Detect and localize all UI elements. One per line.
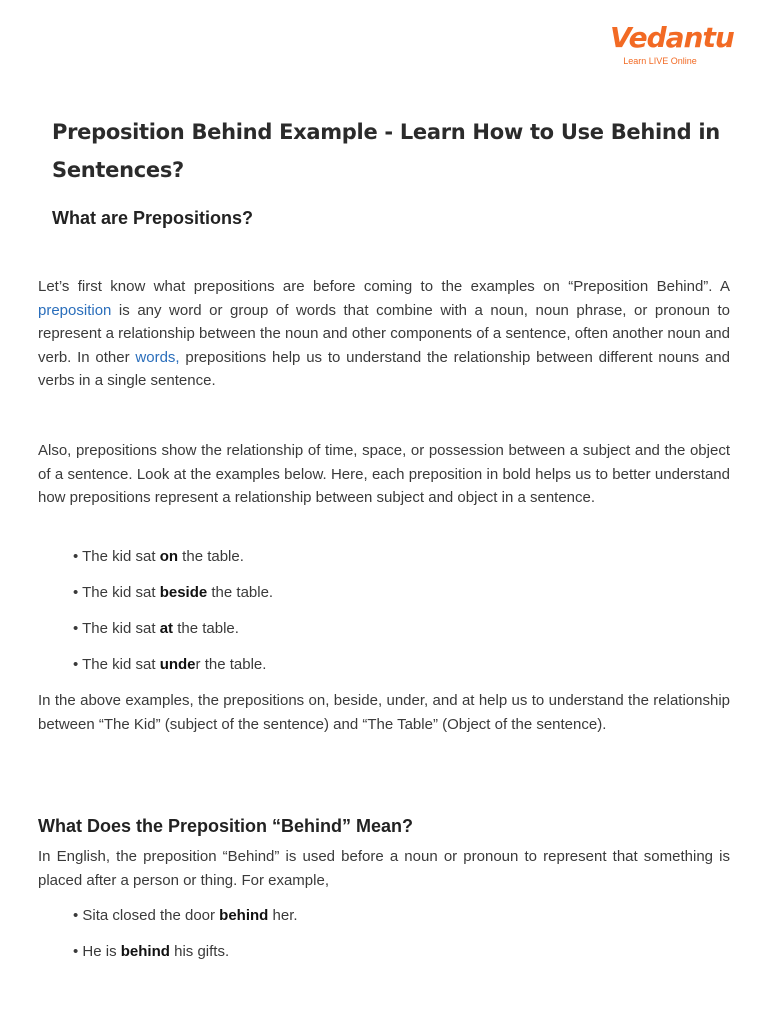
list-item: • The kid sat on the table.	[73, 548, 244, 565]
relationship-paragraph: Also, prepositions show the relationship of time, space, or possession between a subject and the object of a sentence. Look at the examples below. Here, each preposition in bold helps us to better understand how prepositions represent a relationship between subject and object in a sentence.	[38, 442, 730, 506]
list-item: • The kid sat at the table.	[73, 620, 239, 637]
logo-tagline: Learn LIVE Online	[623, 56, 697, 66]
intro-text-2: is any word or group of words that combine with a noun, noun phrase, or pronoun to represent a relationship between the noun and other components of a sentence, often another noun and verb. In other	[38, 301, 730, 366]
intro-text-1: Let’s first know what prepositions are before coming to the examples on “Preposition Behind”. A	[38, 278, 730, 295]
list-item: • Sita closed the door behind her.	[73, 907, 298, 924]
preposition-link[interactable]: preposition	[38, 301, 112, 319]
logo-wordmark: Vedantu	[610, 21, 734, 54]
section-heading-behind-meaning: What Does the Preposition “Behind” Mean?	[38, 816, 414, 836]
section-heading-what-are-prepositions: What are Prepositions?	[52, 208, 254, 228]
vedantu-logo	[610, 21, 734, 66]
behind-definition-paragraph: In English, the preposition “Behind” is used before a noun or pronoun to represent that something is placed after a person or thing. For example,	[38, 848, 730, 889]
list-item: • The kid sat beside the table.	[73, 584, 274, 601]
examples-summary-paragraph: In the above examples, the prepositions on, beside, under, and at help us to understand the relationship between “The Kid” (subject of the sentence) and “The Table” (Object of the sentence).	[38, 692, 730, 733]
intro-text-3: prepositions help us to understand the relationship between different nouns and verbs in a single sentence.	[38, 348, 730, 389]
intro-paragraph	[38, 275, 730, 393]
list-item: • He is behind his gifts.	[73, 943, 230, 960]
page-title: Preposition Behind Example - Learn How to Use Behind in Sentences?	[52, 120, 720, 182]
list-item: • The kid sat under the table.	[73, 656, 267, 673]
words-link[interactable]: words,	[135, 348, 180, 366]
